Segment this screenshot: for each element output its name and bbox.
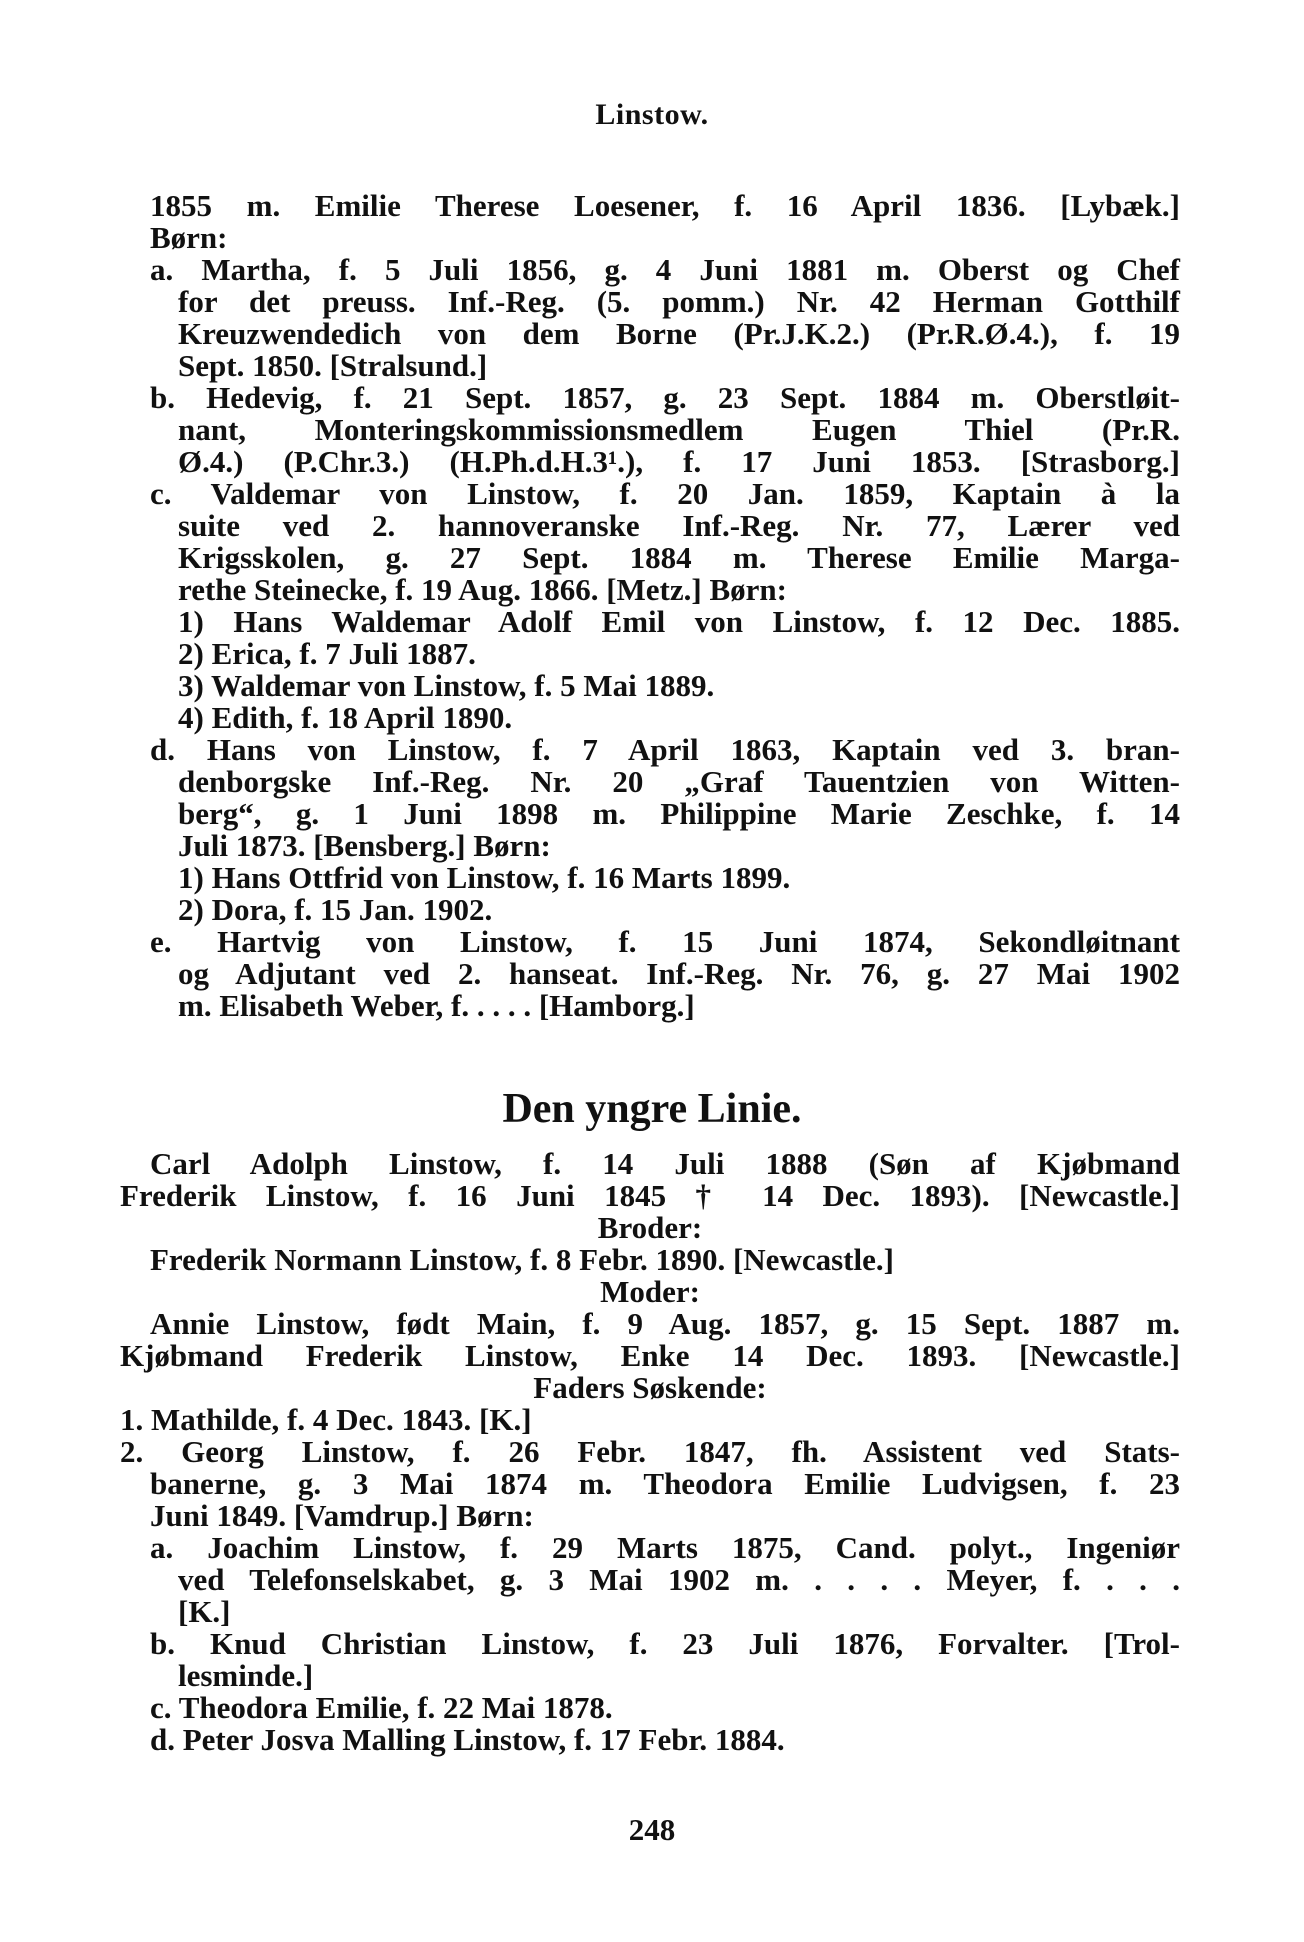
text-line: b. Knud Christian Linstow, f. 23 Juli 1876, Forvalter. [Trol-: [150, 1626, 1180, 1661]
text-line: Faders Søskende:: [533, 1370, 767, 1405]
text-line: Frederik Linstow, f. 16 Juni 1845 † 14 Dec. 1893). [Newcastle.]: [120, 1178, 1180, 1213]
text-line: 4) Edith, f. 18 April 1890.: [178, 700, 513, 735]
page-number: 248: [628, 1812, 676, 1847]
text-line: Moder:: [600, 1274, 700, 1309]
text-line: [K.]: [178, 1594, 231, 1629]
text-line: banerne, g. 3 Mai 1874 m. Theodora Emilie Ludvigsen, f. 23: [150, 1466, 1180, 1501]
text-line: c. Valdemar von Linstow, f. 20 Jan. 1859, Kaptain à la: [150, 476, 1180, 511]
text-line: d. Peter Josva Malling Linstow, f. 17 Febr. 1884.: [150, 1722, 785, 1757]
text-line: c. Theodora Emilie, f. 22 Mai 1878.: [150, 1690, 613, 1725]
text-line: Juli 1873. [Bensberg.] Børn:: [178, 828, 551, 863]
text-line: Annie Linstow, født Main, f. 9 Aug. 1857, g. 15 Sept. 1887 m.: [150, 1306, 1180, 1341]
text-line: 1. Mathilde, f. 4 Dec. 1843. [K.]: [120, 1402, 532, 1437]
text-line: lesminde.]: [178, 1658, 314, 1693]
section-heading: Den yngre Linie.: [502, 1086, 802, 1132]
text-line: 2) Erica, f. 7 Juli 1887.: [178, 636, 476, 671]
text-line: Børn:: [150, 220, 228, 255]
text-line: suite ved 2. hannoveranske Inf.-Reg. Nr. 77, Lærer ved: [178, 508, 1180, 543]
text-line: 2) Dora, f. 15 Jan. 1902.: [178, 892, 493, 927]
text-line: berg“, g. 1 Juni 1898 m. Philippine Marie Zeschke, f. 14: [178, 796, 1180, 831]
text-line: 3) Waldemar von Linstow, f. 5 Mai 1889.: [178, 668, 715, 703]
text-line: e. Hartvig von Linstow, f. 15 Juni 1874, Sekondløitnant: [150, 924, 1180, 959]
text-line: 1) Hans Waldemar Adolf Emil von Linstow, f. 12 Dec. 1885.: [178, 604, 1180, 639]
text-line: a. Martha, f. 5 Juli 1856, g. 4 Juni 1881 m. Oberst og Chef: [150, 252, 1180, 287]
text-line: nant, Monteringskommissionsmedlem Eugen Thiel (Pr.R.: [178, 412, 1180, 447]
text-line: d. Hans von Linstow, f. 7 April 1863, Kaptain ved 3. bran-: [150, 732, 1180, 767]
running-header: Linstow.: [595, 98, 709, 131]
text-line: Kjøbmand Frederik Linstow, Enke 14 Dec. 1893. [Newcastle.]: [120, 1338, 1180, 1373]
text-line: ved Telefonselskabet, g. 3 Mai 1902 m. . . . . Meyer, f. . . .: [178, 1562, 1180, 1597]
text-line: Kreuzwendedich von dem Borne (Pr.J.K.2.) (Pr.R.Ø.4.), f. 19: [178, 316, 1180, 351]
text-line: Broder:: [597, 1210, 703, 1245]
text-line: Frederik Normann Linstow, f. 8 Febr. 1890. [Newcastle.]: [150, 1242, 894, 1277]
text-line: 2. Georg Linstow, f. 26 Febr. 1847, fh. Assistent ved Stats-: [120, 1434, 1180, 1469]
text-line: rethe Steinecke, f. 19 Aug. 1866. [Metz.] Børn:: [178, 572, 787, 607]
text-line: a. Joachim Linstow, f. 29 Marts 1875, Cand. polyt., Ingeniør: [150, 1530, 1180, 1565]
text-line: Juni 1849. [Vamdrup.] Børn:: [150, 1498, 534, 1533]
text-line: m. Elisabeth Weber, f. . . . . [Hamborg.]: [178, 988, 695, 1023]
text-line: for det preuss. Inf.-Reg. (5. pomm.) Nr. 42 Herman Gotthilf: [178, 284, 1180, 319]
text-line: Krigsskolen, g. 27 Sept. 1884 m. Therese Emilie Marga-: [178, 540, 1180, 575]
text-line: Sept. 1850. [Stralsund.]: [178, 348, 488, 383]
text-line: denborgske Inf.-Reg. Nr. 20 „Graf Tauentzien von Witten-: [178, 764, 1180, 799]
text-line: og Adjutant ved 2. hanseat. Inf.-Reg. Nr. 76, g. 27 Mai 1902: [178, 956, 1180, 991]
text-line: Ø.4.) (P.Chr.3.) (H.Ph.d.H.3¹.), f. 17 Juni 1853. [Strasborg.]: [178, 444, 1180, 479]
text-line: b. Hedevig, f. 21 Sept. 1857, g. 23 Sept. 1884 m. Oberstløit-: [150, 380, 1180, 415]
text-line: 1) Hans Ottfrid von Linstow, f. 16 Marts 1899.: [178, 860, 791, 895]
text-line: Carl Adolph Linstow, f. 14 Juli 1888 (Søn af Kjøbmand: [150, 1146, 1180, 1181]
text-line: 1855 m. Emilie Therese Loesener, f. 16 April 1836. [Lybæk.]: [150, 188, 1180, 223]
